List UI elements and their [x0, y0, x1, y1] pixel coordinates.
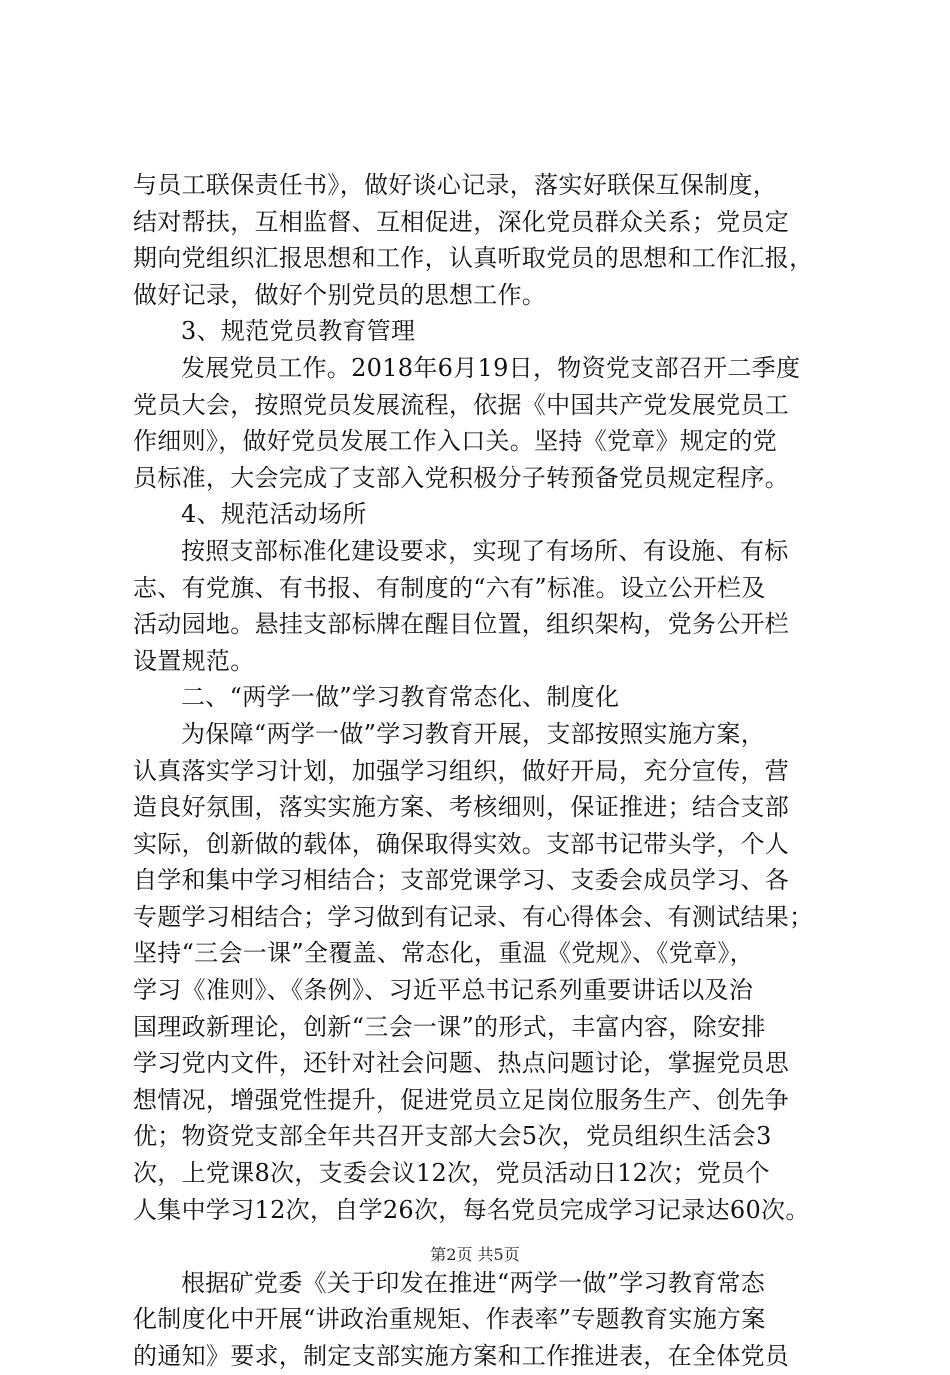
text-line: 化制度化中开展“讲政治重规矩、作表率”专题教育实施方案 [133, 1305, 766, 1334]
text-line: 结对帮扶，互相监督、互相促进，深化党员群众关系；党员定 [133, 207, 790, 236]
text-line: 发展党员工作。2018年6月19日，物资党支部召开二季度 [181, 353, 801, 382]
text-line: 4、规范活动场所 [181, 500, 367, 529]
text-line: 坚持“三会一课”全覆盖、常态化，重温《党规》、《党章》， [133, 939, 754, 968]
text-line: 作细则》，做好党员发展工作入口关。坚持《党章》规定的党 [133, 427, 778, 456]
text-line: 党员大会，按照党员发展流程，依据《中国共产党发展党员工 [133, 390, 790, 419]
text-line: 人集中学习12次，自学26次，每名党员完成学习记录达60次。 [133, 1195, 810, 1224]
text-line: 想情况，增强党性提升，促进党员立足岗位服务生产、创先争 [133, 1085, 790, 1114]
text-line: 做好记录，做好个别党员的思想工作。 [133, 280, 547, 309]
text-line: 员标准，大会完成了支部入党积极分子转预备党员规定程序。 [133, 463, 790, 492]
text-line: 根据矿党委《关于印发在推进“两学一做”学习教育常态 [181, 1268, 766, 1297]
text-line: 次，上党课8次，支委会议12次，党员活动日12次；党员个 [133, 1159, 770, 1188]
text-line: 志、有党旗、有书报、有制度的“六有”标准。设立公开栏及 [133, 573, 766, 602]
text-line: 设置规范。 [133, 646, 255, 675]
text-line: 二、“两学一做”学习教育常态化、制度化 [181, 683, 620, 712]
text-line: 与员工联保责任书》，做好谈心记录，落实好联保互保制度， [133, 171, 778, 199]
text-line: 实际，创新做的载体，确保取得实效。支部书记带头学，个人 [133, 829, 790, 858]
text-line: 优；物资党支部全年共召开支部大会5次，党员组织生活会3 [133, 1122, 772, 1151]
text-line: 为保障“两学一做”学习教育开展，支部按照实施方案， [181, 719, 766, 748]
text-line: 造良好氛围，落实实施方案、考核细则，保证推进；结合支部 [133, 793, 790, 822]
text-line: 3、规范党员教育管理 [181, 317, 416, 346]
text-line: 的通知》要求，制定支部实施方案和工作推进表，在全体党员 [133, 1342, 790, 1370]
document-body [133, 167, 833, 1375]
text-line: 学习党内文件，还针对社会问题、热点问题讨论，掌握党员思 [133, 1049, 790, 1078]
text-line: 国理政新理论，创新“三会一课”的形式，丰富内容，除安排 [133, 1012, 766, 1041]
text-line: 期向党组织汇报思想和工作，认真听取党员的思想和工作汇报， [133, 244, 814, 273]
text-line: 自学和集中学习相结合；支部党课学习、支委会成员学习、各 [133, 866, 790, 895]
text-line: 学习《准则》、《条例》、习近平总书记系列重要讲话以及治 [133, 976, 754, 1005]
text-line: 按照支部标准化建设要求，实现了有场所、有设施、有标 [181, 536, 789, 565]
page-footer: 第2页 共5页 [430, 1245, 520, 1264]
text-line: 专题学习相结合；学习做到有记录、有心得体会、有测试结果； [133, 902, 814, 931]
text-line: 活动园地。悬挂支部标牌在醒目位置，组织架构，党务公开栏 [133, 610, 790, 639]
text-line: 认真落实学习计划，加强学习组织，做好开局，充分宣传，营 [133, 756, 790, 785]
